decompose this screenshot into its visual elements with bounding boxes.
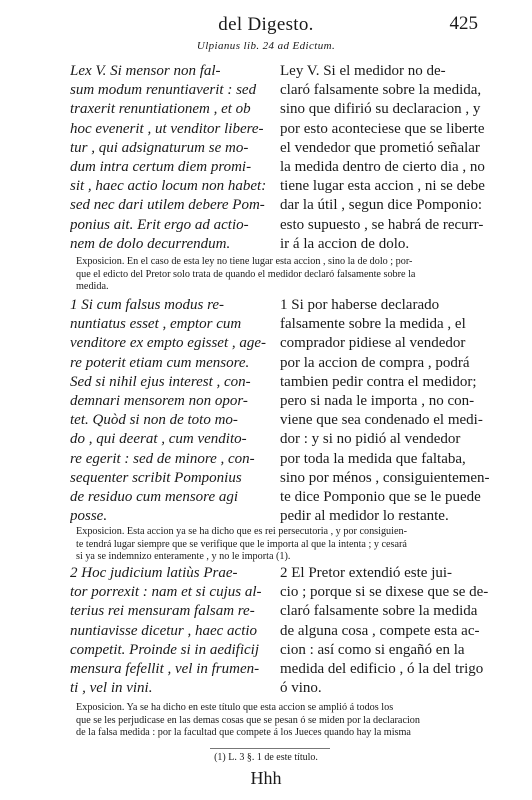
latin-line: sed nec dari utilem debere Pom- [70, 197, 265, 214]
page-number: 425 [449, 13, 478, 34]
latin-line: do , qui deerat , cum vendito- [70, 431, 247, 448]
spanish-line: cion : así como si engañó en la [280, 641, 465, 658]
latin-line: posse. [70, 508, 108, 525]
chapter-subhead: Ulpianus lib. 24 ad Edictum. [196, 40, 336, 52]
latin-line: sequenter scribit Pomponius [70, 469, 242, 486]
signature-mark: Hhh [250, 768, 282, 788]
note-line: si ya se indemnizo enteramente , y no le importa (1). [76, 551, 291, 563]
note-line: que se les perjudicase en las demas cosas que se pesan ó se miden por la declaracion [76, 714, 420, 726]
spanish-line: claró falsamente sobre la medida [280, 603, 478, 620]
note-line: Exposicion. Esta accion ya se ha dicho que es rei persecutoria , y por consiguien- [76, 526, 407, 537]
spanish-line: de alguna cosa , compete esta ac- [280, 622, 480, 639]
exposition-note-2 [76, 526, 486, 564]
spanish-line: tambien pedir contra el medidor; [280, 373, 477, 390]
spanish-line: sino por ménos , consiguientemen- [280, 469, 490, 486]
note-line: Exposicion. En el caso de esta ley no tiene lugar esta accion , sino la de dolo ; por- [76, 256, 413, 267]
note-line: Exposicion. Ya se ha dicho en este título que esta accion se amplió á todos los [76, 702, 394, 713]
exposition-note-1 [76, 256, 486, 294]
spanish-text-ley-5 [280, 62, 494, 254]
spanish-line: pedir al medidor lo restante. [280, 508, 449, 525]
spanish-line: cio ; porque si se dixese que se de- [280, 584, 489, 601]
latin-line: nuntiatus esset , emptor cum [70, 316, 242, 333]
spanish-line: esto supuesto , se habrá de recurr- [280, 216, 484, 233]
latin-line: Sed si nihil ejus interest , con- [70, 373, 251, 390]
spanish-line: por toda la medida que faltaba, [280, 450, 466, 467]
spanish-line: viene que sea condenado el medi- [280, 412, 483, 429]
latin-line: ponius ait. Erit ergo ad actio- [70, 216, 249, 233]
spanish-line: claró falsamente sobre la medida, [280, 82, 482, 99]
latin-line: tor porrexit : nam et si cujus al- [70, 584, 262, 601]
latin-line: terius rei mensuram falsam re- [70, 603, 255, 620]
spanish-line: sino que difirió su declaracion , y [280, 101, 481, 118]
spanish-line: comprador pidiese al vendedor [280, 335, 466, 352]
latin-line: demnari mensorem non opor- [70, 393, 248, 410]
spanish-line: te dice Pomponio que se le puede [280, 489, 481, 506]
note-line: medida. [76, 281, 109, 293]
spanish-line: la medida dentro de cierto dia , no [280, 159, 485, 176]
latin-line: competit. Proinde si in aedificij [70, 641, 259, 658]
spanish-line: falsamente sobre la medida , el [280, 316, 466, 333]
latin-line: de residuo cum mensore agi [70, 489, 239, 506]
latin-line: 1 Si cum falsus modus re- [70, 297, 225, 313]
latin-line: 2 Hoc judicium latiùs Prae- [70, 565, 238, 581]
spanish-line: pero si nada le importa , no con- [280, 393, 475, 410]
latin-text-paragraph-1 [70, 296, 275, 526]
spanish-line: 2 El Pretor extendió este jui- [280, 565, 453, 581]
latin-line: dum intra certum diem promi- [70, 159, 252, 176]
latin-line: traxerit renuntiationem , et ob [70, 101, 251, 118]
spanish-line: dar la útil , segun dice Pomponio: [280, 197, 483, 214]
spanish-line: tiene lugar esta accion , ni se debe [280, 178, 485, 195]
latin-line: mensura fefellit , vel in frumen- [70, 661, 260, 678]
spanish-line: medida del edificio , ó la del trigo [280, 661, 484, 678]
exposition-note-3 [76, 702, 486, 740]
latin-line: ti , vel in vini. [70, 680, 153, 697]
latin-line: sit , haec actio locum non habet: [70, 178, 267, 195]
footnote-rule [210, 748, 330, 749]
latin-line: Lex V. Si mensor non fal- [70, 63, 221, 79]
latin-line: tur , qui adsignaturum se mo- [70, 139, 249, 156]
spanish-line: por la accion de compra , podrá [280, 354, 470, 371]
spanish-text-paragraph-1 [280, 296, 494, 526]
footnote: (1) L. 3 §. 1 de este título. [214, 752, 318, 763]
spanish-line: dor : y si no pidió al vendedor [280, 431, 461, 448]
spanish-line: Ley V. Si el medidor no de- [280, 63, 446, 79]
latin-text-paragraph-2 [70, 564, 275, 698]
note-line: de la falsa medida : por la facultad que compete á los Jueces quando hay la misma [76, 727, 411, 739]
latin-line: nem de dolo decurrendum. [70, 235, 231, 252]
latin-line: re egerit : sed de minore , con- [70, 450, 255, 467]
spanish-line: ir á la accion de dolo. [280, 235, 410, 252]
latin-line: hoc evenerit , ut venditor libere- [70, 120, 264, 137]
running-title: del Digesto. [218, 14, 314, 35]
spanish-line: el vendedor que prometió señalar [280, 139, 480, 156]
latin-line: nuntiavisse dicetur , haec actio [70, 622, 258, 639]
spanish-text-paragraph-2 [280, 564, 494, 698]
latin-line: re poterit etiam cum mensore. [70, 354, 250, 371]
note-line: que el edicto del Pretor solo trata de quando el medidor declaró falsamente sobre la [76, 268, 416, 280]
note-line: te tendrá lugar siempre que se verifique que le importa al que la intenta ; y cesará [76, 538, 407, 550]
latin-line: sum modum renuntiaverit : sed [70, 82, 257, 99]
latin-line: venditore ex empto egisset , age- [70, 335, 267, 352]
latin-text-lex-5 [70, 62, 275, 254]
latin-line: tet. Quòd si non de toto mo- [70, 412, 238, 429]
spanish-line: 1 Si por haberse declarado [280, 297, 440, 313]
spanish-line: por esto aconteciese que se liberte [280, 120, 485, 137]
spanish-line: ó vino. [280, 680, 322, 697]
